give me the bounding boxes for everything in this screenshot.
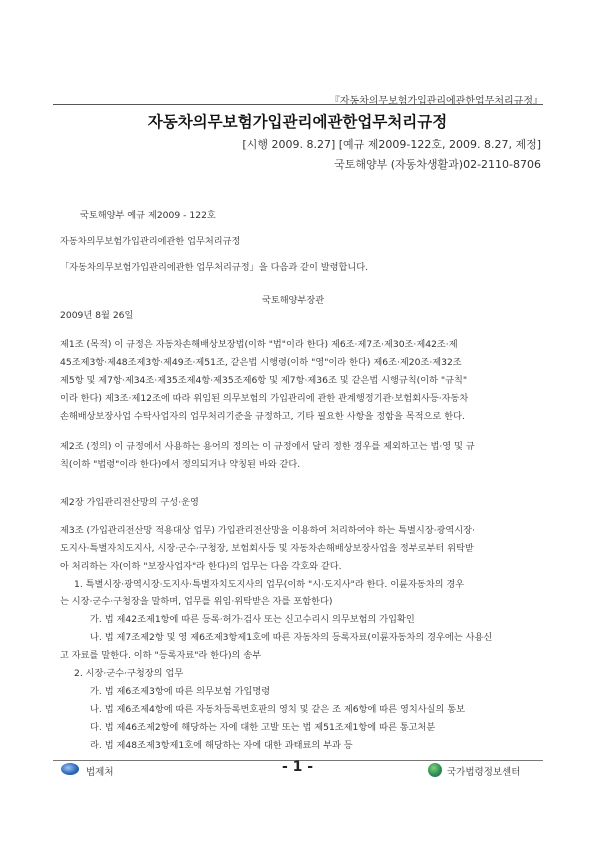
article-3-line: 제3조 (가입관리전산망 적용대상 업무) 가입관리전산망을 이용하여 처리하여야 하는 특별시장·광역시장· [60, 525, 475, 536]
page-number: - 1 - [281, 759, 314, 775]
ordinance-number: 국토해양부 예규 제2009 - 122호 [80, 210, 216, 221]
announcement: 「자동차의무보험가입관리에관한 업무처리규정」을 다음과 같이 발령합니다. [60, 262, 369, 273]
issue-date: 2009년 8월 26일 [60, 310, 134, 321]
item-2-ra: 라. 법 제48조제3항제1호에 해당하는 자에 대한 과태료의 부과 등 [90, 740, 353, 751]
article-2-line: 칙(이하 "법령"이라 한다)에서 정의되거나 약칭된 바와 같다. [60, 459, 301, 470]
document-title: 자동차의무보험가입관리에관한업무처리규정 [147, 113, 448, 131]
department-contact: 국토해양부 (자동차생활과)02-2110-8706 [334, 158, 541, 171]
item-2-na: 나. 법 제6조제4항에 따른 자동차등록번호판의 영치 및 같은 조 제6항에 따른 영치사실의 통보 [90, 704, 466, 715]
article-3-line: 아 처리하는 자(이하 "보장사업자"라 한다)의 업무는 다음 각호와 같다. [60, 561, 342, 572]
minister-signature: 국토해양부장관 [262, 295, 325, 306]
item-1-na-line: 고 자료를 말한다. 이하 "등록자료"라 한다)의 송부 [60, 650, 262, 661]
header-rule [53, 104, 543, 105]
item-2-ga: 가. 법 제6조제3항에 따른 의무보험 가입명령 [90, 686, 271, 697]
article-1-line: 제5항 및 제7항·제34조·제35조제4항·제35조제6항 및 제7항·제36조 및 같은법 시행규칙(이하 "규칙" [60, 375, 468, 386]
article-1-line: 제1조 (목적) 이 규정은 자동차손해배상보장법(이하 "법"이라 한다) 제6조·제7조·제30조·제42조·제 [60, 339, 458, 350]
article-3-line: 도지사·특별자치도지사, 시장·군수·구청장, 보험회사등 및 자동차손해배상보장사업을 정부로부터 위탁받 [60, 543, 474, 554]
law-center-logo-icon [428, 763, 442, 777]
article-2-line: 제2조 (정의) 이 규정에서 사용하는 용어의 정의는 이 규정에서 달리 정한 경우를 제외하고는 법·영 및 규 [60, 441, 475, 452]
item-1-line: 는 시장·군수·구청장을 말하며, 업무를 위임·위탁받은 자를 포함한다) [60, 596, 333, 607]
article-1-line: 이라 한다) 제3조·제12조에 따라 위임된 의무보험의 가입관리에 관한 관계행정기관·보험회사등·자동차 [60, 393, 469, 404]
chapter-heading: 제2장 가입관리전산망의 구성·운영 [60, 497, 199, 508]
item-1-na-line: 나. 법 제7조제2항 및 영 제6조제3항제1호에 따른 자동차의 등록자료(이륜자동차의 경우에는 사용신 [90, 632, 493, 643]
running-header: 『자동차의무보험가입관리에관한업무처리규정』 [329, 96, 543, 107]
regulation-name: 자동차의무보험가입관리에관한 업무처리규정 [60, 236, 241, 247]
footer-right-org: 국가법령정보센터 [447, 767, 521, 778]
footer-left-org: 법제처 [86, 767, 114, 778]
revision-info: [시행 2009. 8.27] [예규 제2009-122호, 2009. 8.27, 제정] [242, 138, 541, 151]
article-1-line: 45조제3항·제48조제3항·제49조·제51조, 같은법 시행령(이하 "영"이라 한다) 제6조·제20조·제32조 [60, 357, 462, 368]
item-2-da: 다. 법 제46조제2항에 해당하는 자에 대한 고발 또는 법 제51조제1항에 따른 통고처분 [90, 722, 436, 733]
item-2: 2. 시장·군수·구청장의 업무 [74, 668, 184, 679]
item-1-line: 1. 특별시장·광역시장·도지사·특별자치도지사의 업무(이하 "시·도지사"라 한다. 이륜자동차의 경우 [74, 579, 465, 590]
item-1-ga: 가. 법 제42조제1항에 따른 등록·허가·검사 또는 신고수리시 의무보험의 가입확인 [90, 614, 415, 625]
article-1-line: 손해배상보장사업 수탁사업자의 업무처리기준을 규정하고, 기타 필요한 사항을 정함을 목적으로 한다. [60, 411, 465, 422]
